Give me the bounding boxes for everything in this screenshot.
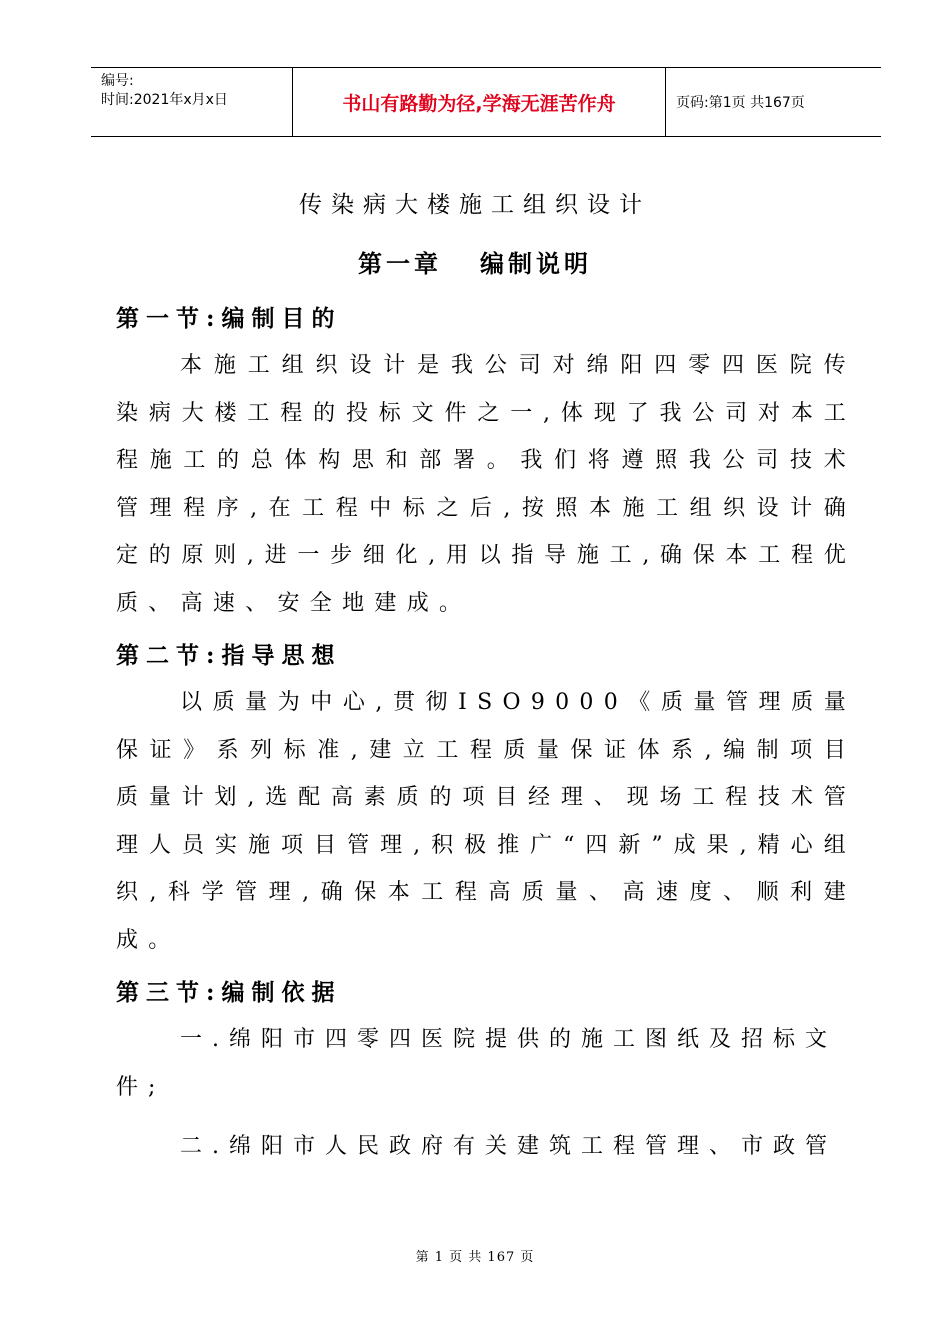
chapter-number: 第一章 <box>358 249 442 278</box>
page-header <box>91 67 881 137</box>
chapter-heading <box>0 244 950 279</box>
basis-item-1: 一.绵阳市四零四医院提供的施工图纸及招标文件; <box>116 1027 837 1100</box>
section-paragraph-purpose: 本施工组织设计是我公司对绵阳四零四医院传染病大楼工程的投标文件之一,体现了我公司对本工程施工的总体构思和部署。我们将遵照我公司技术管理程序,在工程中标之后,按照本施工组织设计确定的原则,进一步细化,用以指导施工,确保本工程优质、高速、安全地建成。 <box>116 353 856 616</box>
chapter-title: 编制说明 <box>480 249 592 278</box>
section-heading-basis: 第三节:编制依据 <box>116 979 342 1006</box>
document-time-label: 时间:2021年x月x日 <box>101 92 228 108</box>
document-title: 传染病大楼施工组织设计 <box>299 192 651 218</box>
header-motto: 书山有路勤为径,学海无涯苦作舟 <box>293 68 666 136</box>
document-number-label: 编号: <box>101 73 134 89</box>
page-footer: 第 1 页 共 167 页 <box>415 1250 535 1265</box>
section-paragraph-guiding-thought: 以质量为中心,贯彻ISO9000《质量管理质量保证》系列标准,建立工程质量保证体系,编制项目质量计划,选配高素质的项目经理、现场工程技术管理人员实施项目管理,积极推广“四新”成果,精心组织,科学管理,确保本工程高质量、高速度、顺利建成。 <box>116 690 856 953</box>
header-meta <box>91 68 293 136</box>
basis-item-2: 二.绵阳市人民政府有关建筑工程管理、市政管 <box>180 1134 837 1159</box>
section-heading-guiding-thought: 第二节:指导思想 <box>116 642 342 669</box>
document-body <box>116 296 856 1171</box>
section-heading-purpose: 第一节:编制目的 <box>116 305 342 332</box>
header-page-info: 页码:第1页 共167页 <box>676 95 805 111</box>
